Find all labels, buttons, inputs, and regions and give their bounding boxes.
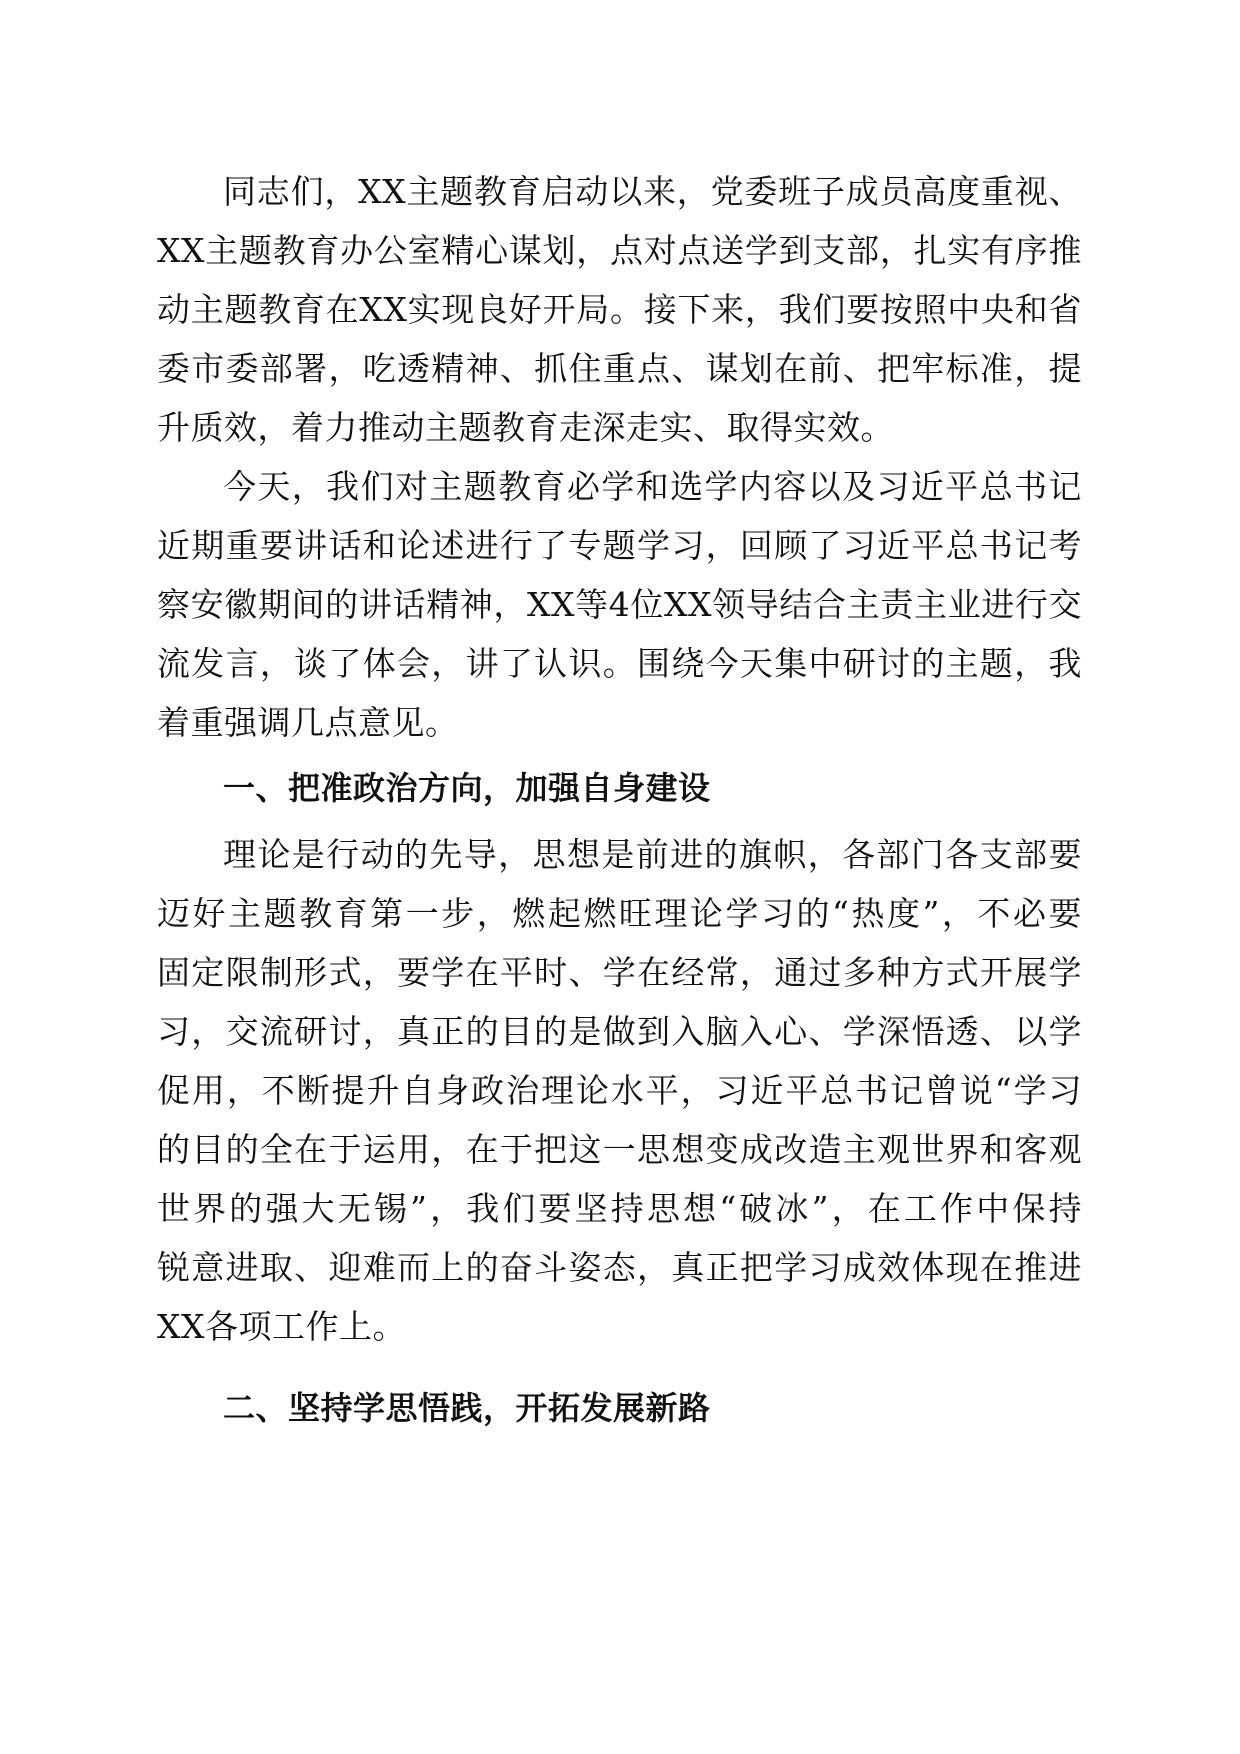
text-line: 习，交流研讨，真正的目的是做到入脑入心、学深悟透、以学 [157,1012,1082,1051]
text-line: XX各项工作上。 [157,1307,406,1346]
section-heading-1: 一、把准政治方向，加强自身建设 [223,769,711,807]
text-line: 世界的强大无锡”，我们要坚持思想“破冰”，在工作中保持 [157,1189,1082,1228]
text-line: 的目的全在于运用，在于把这一思想变成改造主观世界和客观 [157,1130,1082,1169]
text-line: 委市委部署，吃透精神、抓住重点、谋划在前、把牢标准，提 [157,349,1082,388]
text-line: 流发言，谈了体会，讲了认识。围绕今天集中研讨的主题，我 [157,644,1082,683]
text-line: 固定限制形式，要学在平时、学在经常，通过多种方式开展学 [157,953,1082,992]
text-line: 近期重要讲话和论述进行了专题学习，回顾了习近平总书记考 [157,526,1082,565]
text-line: 动主题教育在XX实现良好开局。接下来，我们要按照中央和省 [157,290,1082,329]
paragraph-theory [157,825,1082,1356]
text-line: 升质效，着力推动主题教育走深走实、取得实效。 [157,408,894,447]
text-line: XX主题教育办公室精心谋划，点对点送学到支部，扎实有序推 [157,231,1082,270]
document-page [157,162,1082,1445]
paragraph-opening [157,162,1082,457]
text-line: 锐意进取、迎难而上的奋斗姿态，真正把学习成效体现在推进 [157,1248,1082,1287]
text-line: 同志们，XX主题教育启动以来，党委班子成员高度重视、 [223,172,1082,211]
paragraph-today [157,457,1082,752]
text-line: 迈好主题教育第一步，燃起燃旺理论学习的“热度”，不必要 [157,894,1082,933]
text-line: 着重强调几点意见。 [157,703,459,742]
text-line: 理论是行动的先导，思想是前进的旗帜，各部门各支部要 [223,835,1082,874]
text-line: 察安徽期间的讲话精神，XX等4位XX领导结合主责主业进行交 [157,585,1082,624]
text-line: 促用，不断提升自身政治理论水平，习近平总书记曾说“学习 [157,1071,1082,1110]
text-line: 今天，我们对主题教育必学和选学内容以及习近平总书记 [223,467,1082,506]
section-heading-2: 二、坚持学思悟践，开拓发展新路 [223,1389,711,1427]
